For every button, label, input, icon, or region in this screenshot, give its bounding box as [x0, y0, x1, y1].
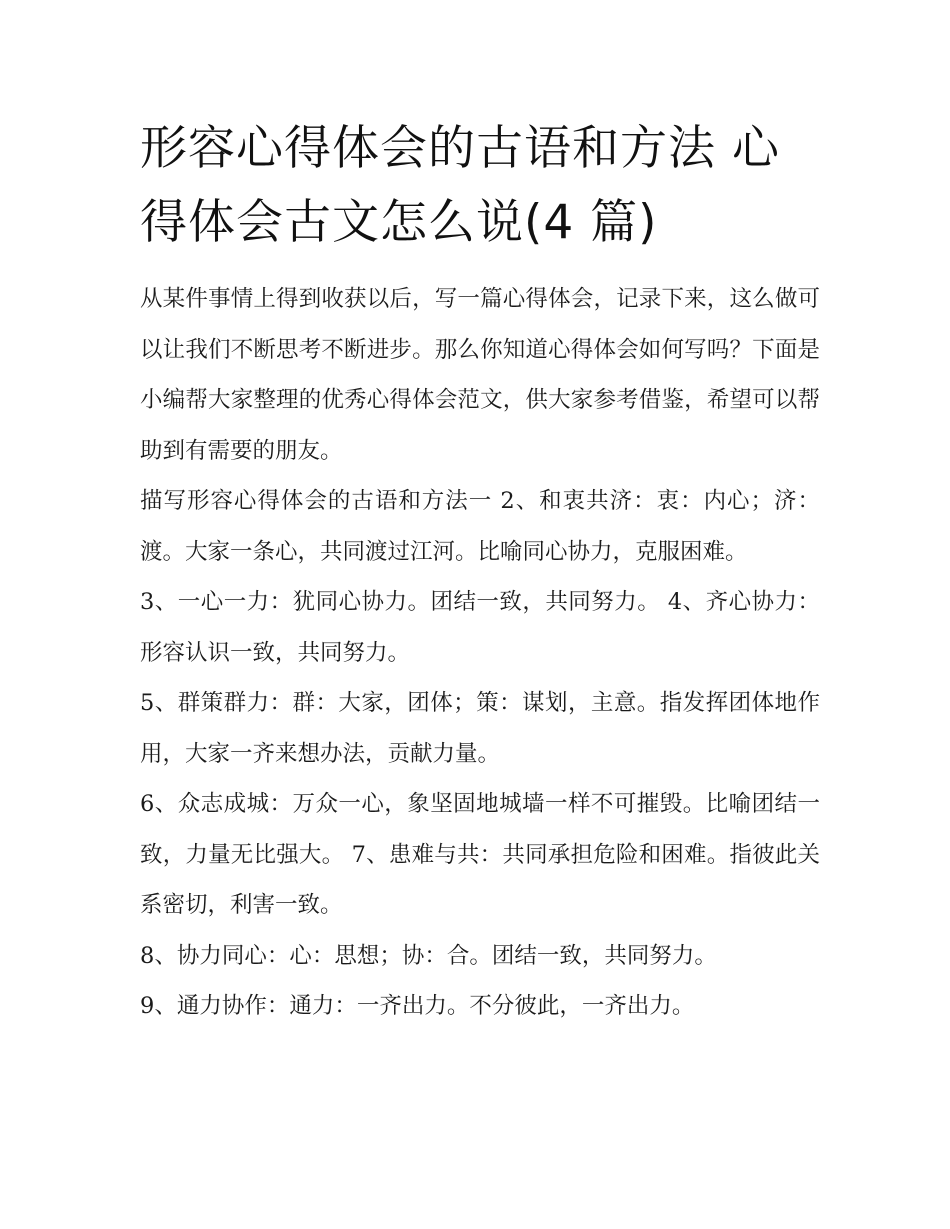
paragraph-item-3-4: 3、一心一力：犹同心协力。团结一致，共同努力。 4、齐心协力：形容认识一致，共同努力。 — [140, 589, 820, 666]
paragraph-intro: 从某件事情上得到收获以后，写一篇心得体会，记录下来，这么做可以让我们不断思考不断进步。那么你知道心得体会如何写吗？下面是小编帮大家整理的优秀心得体会范文，供大家参考借鉴，希望可以帮助到有需要的朋友。 — [140, 286, 820, 464]
paragraph-item-5: 5、群策群力：群：大家，团体；策：谋划，主意。指发挥团体地作用，大家一齐来想办法，贡献力量。 — [140, 690, 820, 767]
document-body — [140, 274, 820, 1032]
paragraph-item-8: 8、协力同心：心：思想；协：合。团结一致，共同努力。 — [140, 942, 717, 969]
paragraph-item-6-7: 6、众志成城：万众一心，象坚固地城墙一样不可摧毁。比喻团结一致，力量无比强大。 7、患难与共：共同承担危险和困难。指彼此关系密切，利害一致。 — [140, 791, 820, 918]
paragraph-item-9: 9、通力协作：通力：一齐出力。不分彼此，一齐出力。 — [140, 993, 695, 1019]
paragraph-item-2: 描写形容心得体会的古语和方法一 2、和衷共济：衷：内心；济：渡。大家一条心，共同渡过江河。比喻同心协力，克服困难。 — [140, 488, 820, 565]
document-title: 形容心得体会的古语和方法 心得体会古文怎么说(4 篇) — [140, 121, 780, 250]
